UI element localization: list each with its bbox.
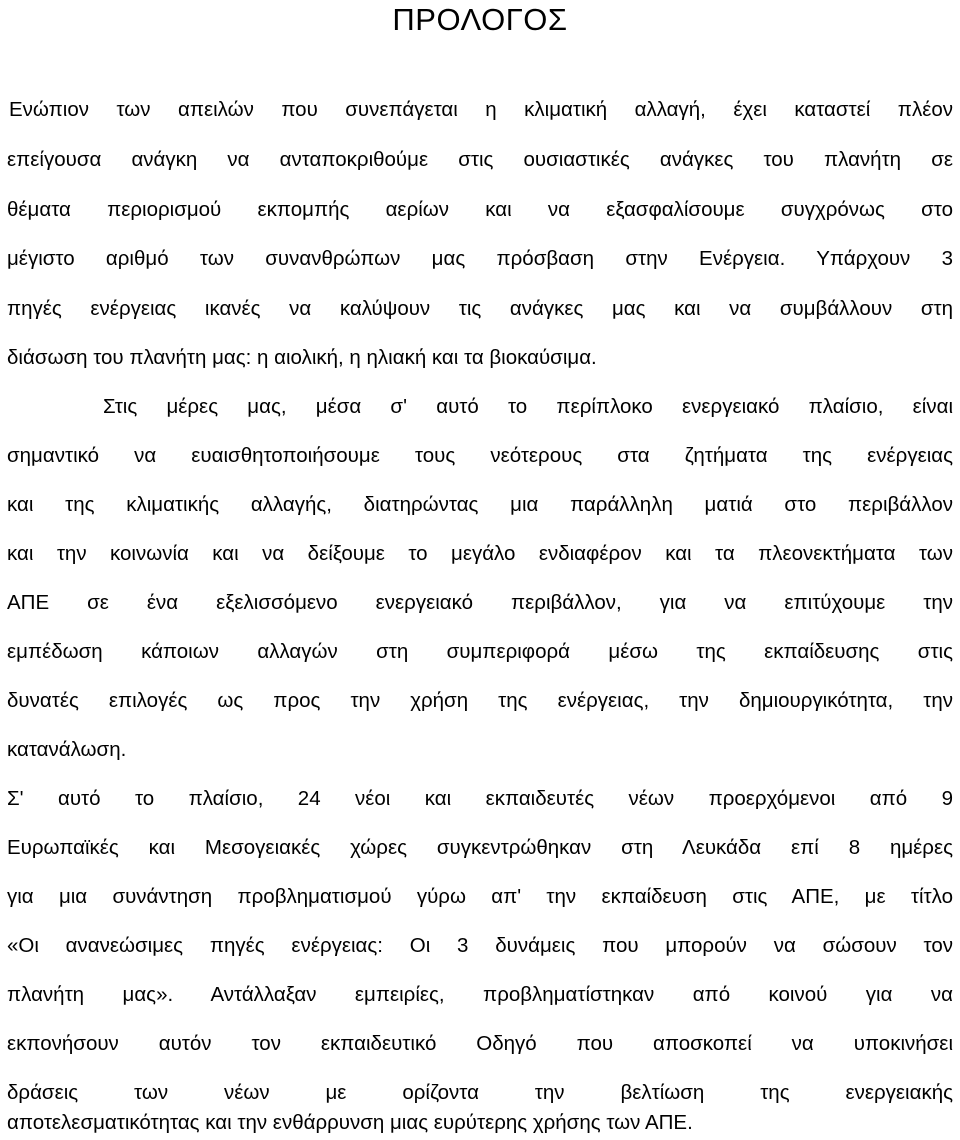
- paragraph-2-line-4: και την κοινωνία και να δείξουμε το μεγάλο ενδιαφέρον και τα πλεονεκτήματα των: [7, 542, 953, 565]
- paragraph-1-line-5: πηγές ενέργειας ικανές να καλύψουν τις ανάγκες μας και να συμβάλλουν στη: [7, 297, 953, 320]
- paragraph-3-line-4: «Οι ανανεώσιμες πηγές ενέργειας: Οι 3 δυνάμεις που μπορούν να σώσουν τον: [7, 934, 953, 957]
- paragraph-3-line-2: Ευρωπαϊκές και Μεσογειακές χώρες συγκεντρώθηκαν στη Λευκάδα επί 8 ημέρες: [7, 836, 953, 859]
- paragraph-2-line-7: δυνατές επιλογές ως προς την χρήση της ενέργειας, την δημιουργικότητα, την: [7, 689, 953, 712]
- paragraph-1-line-1: Ενώπιον των απειλών που συνεπάγεται η κλιματική αλλαγή, έχει καταστεί πλέον: [9, 98, 953, 121]
- paragraph-1-line-2: επείγουσα ανάγκη να ανταποκριθούμε στις ουσιαστικές ανάγκες του πλανήτη σε: [7, 148, 953, 171]
- paragraph-2-line-3: και της κλιματικής αλλαγής, διατηρώντας μια παράλληλη ματιά στο περιβάλλον: [7, 493, 953, 516]
- paragraph-3-line-5: πλανήτη μας». Αντάλλαξαν εμπειρίες, προβληματίστηκαν από κοινού για να: [7, 983, 953, 1006]
- paragraph-1-line-6: διάσωση του πλανήτη μας: η αιολική, η ηλιακή και τα βιοκαύσιμα.: [7, 346, 597, 369]
- paragraph-3-line-7: δράσεις των νέων με ορίζοντα την βελτίωση της ενεργειακής: [7, 1081, 953, 1104]
- paragraph-2-line-5: ΑΠΕ σε ένα εξελισσόμενο ενεργειακό περιβάλλον, για να επιτύχουμε την: [7, 591, 953, 614]
- paragraph-2-line-8: κατανάλωση.: [7, 738, 127, 761]
- paragraph-3-line-3: για μια συνάντηση προβληματισμού γύρω απ' την εκπαίδευση στις ΑΠΕ, με τίτλο: [7, 885, 953, 908]
- paragraph-1-line-3: θέματα περιορισμού εκπομπής αερίων και να εξασφαλίσουμε συγχρόνως στο: [7, 198, 953, 221]
- paragraph-2-line-6: εμπέδωση κάποιων αλλαγών στη συμπεριφορά μέσω της εκπαίδευσης στις: [7, 640, 953, 663]
- paragraph-2-line-1: Στις μέρες μας, μέσα σ' αυτό το περίπλοκο ενεργειακό πλαίσιο, είναι: [103, 395, 953, 418]
- paragraph-1-line-4: μέγιστο αριθμό των συνανθρώπων μας πρόσβαση στην Ενέργεια. Υπάρχουν 3: [7, 247, 953, 270]
- paragraph-3-line-8: αποτελεσματικότητας και την ενθάρρυνση μιας ευρύτερης χρήσης των ΑΠΕ.: [7, 1111, 693, 1134]
- paragraph-3-line-6: εκπονήσουν αυτόν τον εκπαιδευτικό Οδηγό που αποσκοπεί να υποκινήσει: [7, 1032, 953, 1055]
- paragraph-3-line-1: Σ' αυτό το πλαίσιο, 24 νέοι και εκπαιδευτές νέων προερχόμενοι από 9: [7, 787, 953, 810]
- document-title: ΠΡΟΛΟΓΟΣ: [392, 2, 568, 37]
- paragraph-2-line-2: σημαντικό να ευαισθητοποιήσουμε τους νεότερους στα ζητήματα της ενέργειας: [7, 444, 953, 467]
